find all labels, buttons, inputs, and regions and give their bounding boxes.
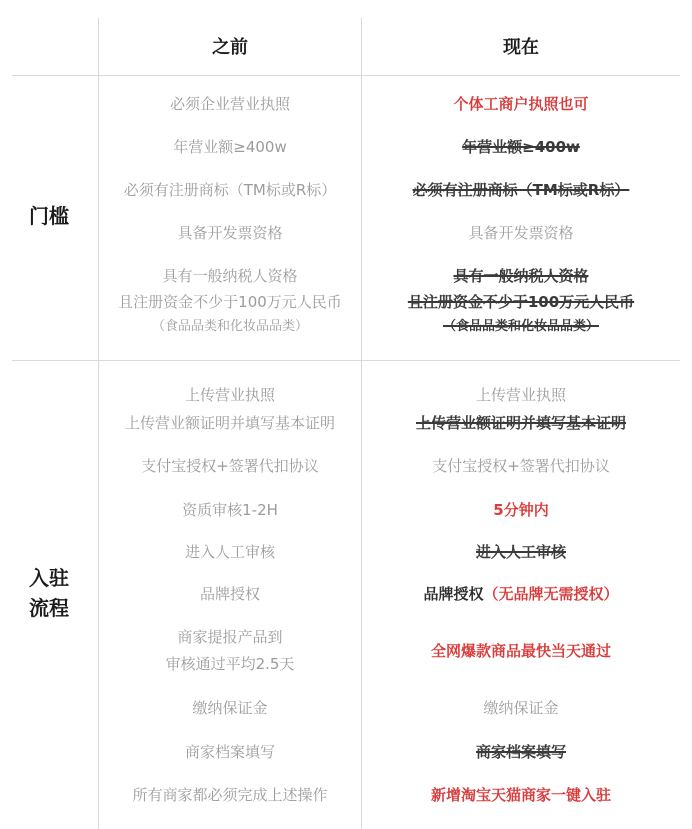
header-divider [12,75,680,76]
column-divider-middle [361,18,362,829]
process-now-fast-pass: 全网爆款商品最快当天通过 [430,642,611,660]
process-before-upload-revenue: 上传营业额证明并填写基本证明 [124,414,335,432]
process-now-deposit: 缴纳保证金 [483,699,559,717]
process-now-manual-review: 进入人工审核 [475,543,566,561]
threshold-before-capital: 且注册资金不少于100万元人民币 [118,293,342,311]
header-before: 之前 [212,37,248,58]
threshold-now-taxpayer: 具有一般纳税人资格 [453,267,589,285]
column-divider-left [98,18,99,829]
process-now-brand-auth-row [363,581,679,607]
threshold-before-taxpayer: 具有一般纳税人资格 [162,267,298,285]
process-before-approval-time: 审核通过平均2.5天 [165,655,295,673]
threshold-before-revenue: 年营业额≥400w [173,138,287,156]
process-now-review-time: 5分钟内 [493,501,549,519]
threshold-now-invoice: 具备开发票资格 [468,224,574,242]
category-threshold: 门槛 [29,204,69,228]
process-before-manual-review: 进入人工审核 [184,543,275,561]
header-now: 现在 [503,37,539,58]
process-now-profile: 商家档案填写 [475,743,566,761]
process-now-alipay: 支付宝授权+签署代扣协议 [432,457,610,475]
category-settle-line2: 流程 [29,596,69,620]
process-now-brand-auth-note: （无品牌无需授权） [483,585,619,603]
threshold-now-revenue: 年营业额≥400w [462,138,580,156]
process-before-alipay: 支付宝授权+签署代扣协议 [141,457,319,475]
threshold-before-invoice: 具备开发票资格 [177,224,283,242]
process-before-submit-products: 商家提报产品到 [177,628,283,646]
process-before-profile: 商家档案填写 [184,743,275,761]
threshold-now-capital: 且注册资金不少于100万元人民币 [407,293,635,311]
process-before-upload-license: 上传营业执照 [184,386,275,404]
process-now-upload-revenue: 上传营业额证明并填写基本证明 [415,414,626,432]
section-divider [12,360,680,361]
threshold-now-license: 个体工商户执照也可 [453,95,589,113]
process-now-upload-license: 上传营业执照 [475,386,566,404]
category-settle-line1: 入驻 [29,566,69,590]
threshold-now-category-note: （食品品类和化妆品品类） [442,319,599,334]
process-before-deposit: 缴纳保证金 [192,699,268,717]
threshold-before-trademark: 必须有注册商标（TM标或R标） [123,181,337,199]
threshold-now-trademark: 必须有注册商标（TM标或R标） [412,181,630,199]
threshold-before-license: 必须企业营业执照 [169,95,290,113]
threshold-before-category-note: （食品品类和化妆品品类） [151,319,308,334]
process-before-brand-auth: 品牌授权 [199,585,260,603]
process-now-brand-auth: 品牌授权 [423,585,484,603]
process-now-one-click: 新增淘宝天猫商家一键入驻 [430,786,611,804]
process-before-review-time: 资质审核1-2H [182,501,278,519]
process-before-all-merchants: 所有商家都必须完成上述操作 [132,786,328,804]
